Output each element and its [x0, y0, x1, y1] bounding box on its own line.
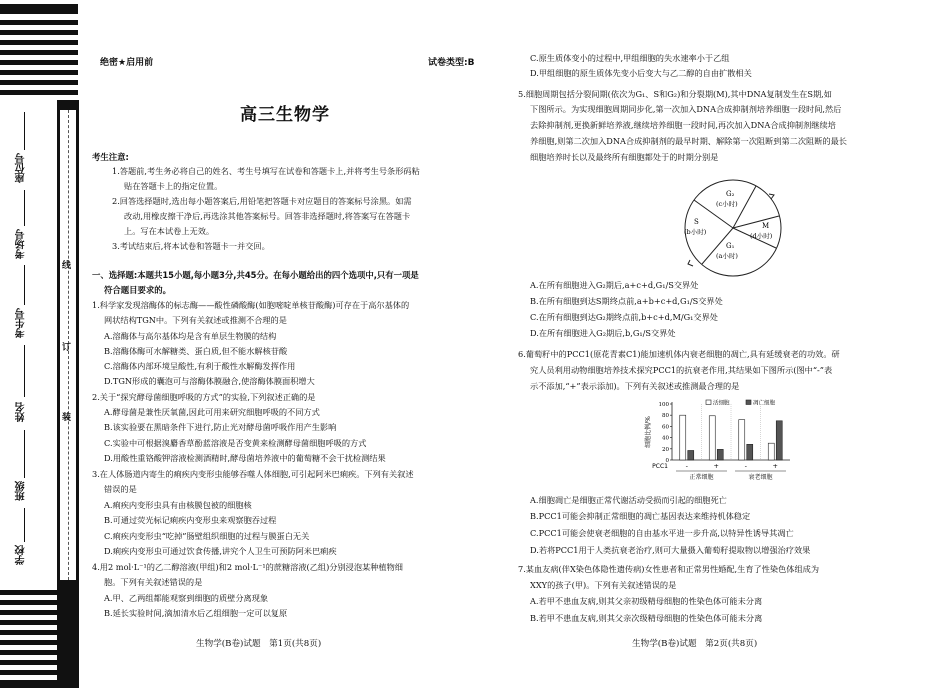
secrecy-mark: 绝密★启用前 [100, 58, 154, 68]
strip-bar [0, 70, 78, 75]
option-line: C.实验中可根据溴麝香草酚蓝溶液是否变黄来检测酵母菌细胞呼吸的方式 [104, 438, 367, 448]
option-line: A.若甲不患血友病,则其父亲初级精母细胞的性染色体可能未分离 [530, 596, 763, 606]
phase-m-label: M [762, 222, 770, 230]
pcc1-mark: - [685, 462, 688, 470]
bar [776, 421, 782, 460]
name-label: 姓名 [16, 402, 27, 422]
option-line: B.若甲不患血友病,则其父亲次级精母细胞的性染色体可能未分离 [530, 613, 763, 623]
notice-line: 1.答题前,考生务必将自己的姓名、考生号填写在试卷和答题卡上,并将考生号条形码粘 [112, 166, 420, 176]
y-tick-label: 80 [662, 413, 669, 420]
option-line: A.细胞凋亡是细胞正常代谢活动受损而引起的细胞死亡 [530, 495, 727, 505]
cut-mark-staple: 订 [62, 343, 72, 353]
notice-line: 上。写在本试卷上无效。 [124, 226, 215, 236]
bar [717, 449, 723, 460]
option-line: A.溶酶体与高尔基体均是含有单层生物膜的结构 [104, 331, 277, 341]
school-label: 学校 [16, 545, 27, 565]
section-heading-cont: 符合题目要求的。 [104, 285, 171, 295]
paper-type: 试卷类型:B [428, 58, 475, 68]
legend-swatch [746, 400, 751, 405]
legend-label: 凋亡细胞 [753, 400, 776, 407]
strip-bar [0, 20, 78, 25]
class-underline [24, 430, 25, 478]
question-line: 1.科学家发现溶酶体的标志酶——酸性磷酸酶(如胞嘧啶单核苷酸酶)可存在于高尔基体的 [92, 300, 410, 310]
option-line: C.在所有细胞到达G₂期终点前,b+c+d,M/G₁交界处 [530, 312, 718, 322]
notice-line: 2.回答选择题时,选出每小题答案后,用铅笔把答题卡对应题目的答案标号涂黑。如需 [112, 196, 412, 206]
y-axis-label: 细胞比例/% [645, 416, 652, 448]
strip-bar [0, 630, 57, 635]
class-label: 班级 [16, 481, 27, 501]
phase-s-label: S [694, 218, 699, 226]
option-line: D.在所有细胞进入G₂期后,b,G₁/S交界处 [530, 328, 676, 338]
strip-bar [0, 650, 57, 655]
y-tick-label: 40 [662, 435, 669, 442]
question-line: 网状结构TGN中。下列有关叙述或推测不合理的是 [104, 315, 287, 325]
strip-bar [0, 600, 57, 605]
phase-g2-label: G₂ [726, 190, 735, 198]
phase-m-duration: (d小时) [750, 232, 773, 240]
bar [768, 443, 774, 460]
strip-bar [0, 50, 78, 55]
question-line: 细胞培养时长以及最终所有细胞都处于的时期分别是 [530, 152, 719, 162]
school-underline [24, 508, 25, 542]
pcc1-row-label: PCC1 [652, 463, 668, 470]
pcc1-mark: + [713, 462, 719, 470]
question-line: 7.某血友病(伴X染色体隐性遗传病)女性患者和正常男性婚配,生育了性染色体组成为 [518, 564, 820, 574]
option-line: A.甲、乙两组都能观察到细胞的质壁分离现象 [104, 593, 269, 603]
footer-left: 生物学(B卷)试题 第1页(共8页) [196, 639, 322, 649]
question-line: 胞。下列有关叙述错误的是 [104, 577, 203, 587]
option-line: D.甲组细胞的原生质体先变小后变大与乙二醇的自由扩散相关 [530, 68, 752, 78]
option-line: C.溶酶体内部环境呈酸性,有利于酸性水解酶发挥作用 [104, 361, 296, 371]
cut-mark-line: 线 [62, 261, 72, 271]
y-tick-label: 60 [662, 424, 669, 431]
cell-cycle-diagram [670, 176, 796, 280]
bar [680, 415, 686, 460]
option-line: D.TGN形成的囊泡可与溶酶体膜融合,使溶酶体膜面积增大 [104, 376, 315, 386]
option-line: B.PCC1可能会抑制正常细胞的凋亡基因表达来维持机体稳定 [530, 511, 751, 521]
strip-bar [0, 610, 57, 615]
strip-bar [0, 590, 57, 595]
exam-no-underline [24, 265, 25, 305]
phase-s-duration: (b小时) [684, 228, 707, 236]
notice-heading: 考生注意: [92, 152, 129, 162]
question-line: 示不添加,“+”表示添加)。下列有关叙述或推测最合理的是 [530, 381, 740, 391]
notice-line: 贴在答题卡上的指定位置。 [124, 181, 223, 191]
strip-bar [0, 660, 57, 665]
seat-label: 座位号 [16, 153, 27, 183]
phase-g1-duration: (a小时) [716, 252, 738, 260]
exam-no-label: 考生号 [16, 308, 27, 338]
strip-bar [0, 680, 57, 688]
question-line: 养细胞,则第二次加入DNA合成抑制剂的最早时期、解除第一次阻断到第二次阻断的最长 [530, 136, 847, 146]
page-title: 高三生物学 [240, 105, 330, 125]
strip-bar [0, 620, 57, 625]
strip-bar [0, 80, 78, 85]
group-label: 衰老细胞 [748, 474, 773, 481]
strip-bar [0, 640, 57, 645]
option-line: D.用酸性重铬酸钾溶液检测酒精时,酵母菌培养液中的葡萄糖不会干扰检测结果 [104, 453, 386, 463]
exam-room-label: 考场号 [16, 229, 27, 259]
cut-mark-bind: 装 [62, 413, 72, 423]
notice-line: 改动,用橡皮擦干净后,再选涂其他答案标号。回答非选择题时,将答案写在答题卡 [124, 211, 411, 221]
strip-bar [0, 90, 78, 95]
cycle-arrow [688, 260, 693, 266]
pcc1-mark: - [744, 462, 747, 470]
y-tick-label: 100 [658, 402, 669, 408]
question-line: 3.在人体肠道内寄生的痢疾内变形虫能够吞噬人体细胞,可引起阿米巴痢疾。下列有关叙述 [92, 469, 414, 479]
strip-bar [0, 40, 78, 45]
question-line: 4.用2 mol·L⁻¹的乙二醇溶液(甲组)和2 mol·L⁻¹的蔗糖溶液(乙组)分别浸泡某种植物细 [92, 562, 403, 572]
option-line: A.在所有细胞进入G₂期后,a+c+d,G₁/S交界处 [530, 280, 699, 290]
option-line: C.PCC1可能会使衰老细胞的自由基水平进一步升高,以特异性诱导其凋亡 [530, 528, 794, 538]
phase-g1-label: G₁ [726, 242, 735, 250]
bar [709, 416, 715, 460]
strip-bar [0, 4, 78, 14]
group-label: 正常细胞 [689, 474, 714, 481]
bar [747, 444, 753, 460]
name-underline [24, 345, 25, 397]
pcc1-bar-chart [644, 398, 810, 490]
bar [739, 420, 745, 460]
phase-g2-duration: (c小时) [716, 200, 738, 208]
option-line: B.在所有细胞到达S期终点前,a+b+c+d,G₁/S交界处 [530, 296, 723, 306]
question-line: 究人员利用动物细胞培养技术探究PCC1的抗衰老作用,其结果如下图所示(图中“-”表 [530, 365, 833, 375]
option-line: B.该实验要在黑暗条件下进行,防止光对酵母菌呼吸作用产生影响 [104, 422, 337, 432]
strip-bar [0, 30, 78, 35]
seat-underline [24, 112, 25, 150]
question-line: 2.关于“探究酵母菌细胞呼吸的方式”的实验,下列叙述正确的是 [92, 392, 316, 402]
y-tick-label: 20 [662, 446, 669, 453]
question-line: 5.细胞周期包括分裂间期(依次为G₁、S和G₂)和分裂期(M),其中DNA复制发生在S期,如 [518, 89, 832, 99]
y-tick-label: 0 [665, 458, 669, 464]
question-line: 下图所示。为实现细胞周期同步化,第一次加入DNA合成抑制剂培养细胞一段时间,然后 [530, 104, 842, 114]
option-line: C.痢疾内变形虫“吃掉”肠壁组织细胞的过程与膜蛋白无关 [104, 531, 310, 541]
chart-layer [644, 399, 790, 482]
question-line: 错误的是 [104, 484, 137, 494]
exam-room-underline [24, 190, 25, 226]
option-line: A.酵母菌是兼性厌氧菌,因此可用来研究细胞呼吸的不同方式 [104, 407, 320, 417]
question-line: XXY的孩子(甲)。下列有关叙述错误的是 [530, 580, 677, 590]
strip-bar [0, 60, 78, 65]
notice-line: 3.考试结束后,将本试卷和答题卡一并交回。 [112, 241, 270, 251]
option-line: A.痢疾内变形虫具有由核膜包被的细胞核 [104, 500, 252, 510]
option-line: B.延长实验时间,滴加清水后乙组细胞一定可以复原 [104, 608, 288, 618]
option-line: B.可通过荧光标记痢疾内变形虫来观察胞吞过程 [104, 515, 277, 525]
legend-swatch [706, 400, 711, 405]
option-line: C.原生质体变小的过程中,甲组细胞的失水速率小于乙组 [530, 53, 730, 63]
option-line: B.溶酶体酶可水解糖类、蛋白质,但不能水解核苷酸 [104, 346, 288, 356]
question-line: 6.葡萄籽中的PCC1(原花青素C1)能加速机体内衰老细胞的凋亡,具有延缓衰老的功效。研 [518, 349, 840, 359]
question-line: 去除抑制剂,更换新鲜培养液,继续培养细胞一段时间,再次加入DNA合成抑制剂继续培 [530, 120, 836, 130]
section-heading: 一、选择题:本题共15小题,每小题3分,共45分。在每小题给出的四个选项中,只有一项是 [92, 270, 419, 280]
option-line: D.若将PCC1用于人类抗衰老治疗,则可大量摄入葡萄籽提取物以增强治疗效果 [530, 545, 811, 555]
legend-label: 活细胞 [713, 400, 730, 407]
footer-right: 生物学(B卷)试题 第2页(共8页) [632, 639, 758, 649]
option-line: D.痢疾内变形虫可通过饮食传播,讲究个人卫生可预防阿米巴痢疾 [104, 546, 337, 556]
pcc1-mark: + [772, 462, 778, 470]
strip-bar [0, 670, 57, 675]
bar [688, 450, 694, 460]
